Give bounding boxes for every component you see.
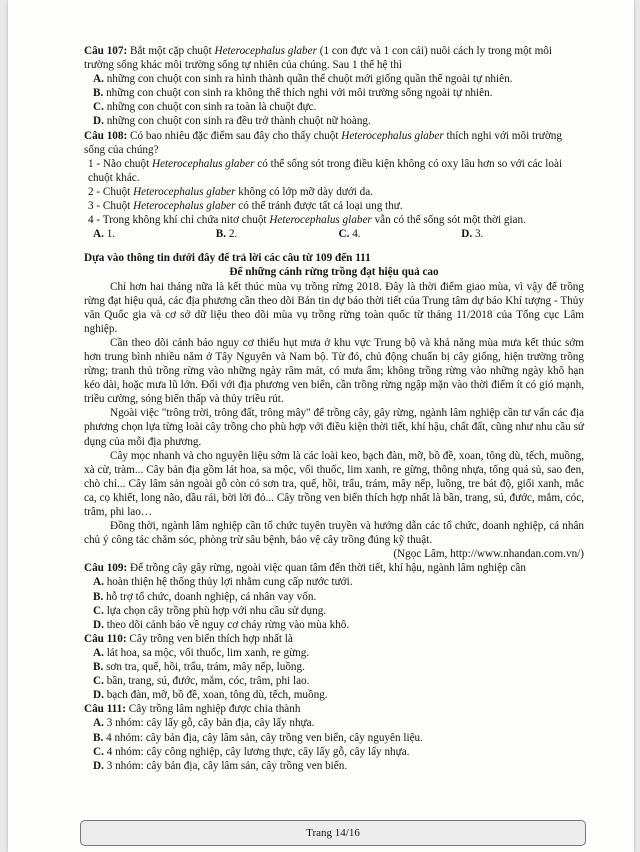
answer-option: B. những con chuột con sinh ra không thể thích nghi với môi trường sống ngoài tự nhiên. xyxy=(93,87,493,100)
answer-option: D. bạch đàn, mỡ, bồ đề, xoan, tông dù, tếch, muồng. xyxy=(93,689,328,702)
question-stem: (1 con đực và 1 con cái) nuôi cách ly trong một môi trường sống khác môi trường sống tự nhiên của chúng. Sau 1 thế hệ thì xyxy=(84,45,552,72)
exam-page xyxy=(8,0,634,852)
answer-option: D. 3 nhóm: cây bản địa, cây lâm sản, cây trồng ven biển. xyxy=(93,759,348,772)
article-paragraph: Cây mọc nhanh và cho nguyên liệu sớm là các loài keo, bạch đàn, mỡ, bồ đề, xoan, tông dù, tếch, muồng, xà cừ, tràm... Cây bản địa gồm lát hoa, sa mộc, vối thuốc, lim xanh, re gừng, thông nhựa, tống quá sủ, sao đen, chò chỉ... Cây lâm sản ngoài gỗ còn có sơn tra, quế, hồi, trẩu, trám, mây nếp, luồng, tre bát độ, giổi xanh, mắc ca, cọ khiết, long não, dầu rái, bời lời đỏ... Cây trồng ven biển thích hợp nhất là bần, trang, sú, đước, mắm, cóc, trâm, phi lao… xyxy=(84,449,584,518)
question-stem: Bắt một cặp chuột xyxy=(127,45,215,57)
answer-option: D. theo dõi cảnh báo về nguy cơ cháy rừng vào mùa khô. xyxy=(93,618,350,631)
answer-option: C. 4 nhóm: cây công nghiệp, cây lương thực, cây lấy gỗ, cây lấy nhựa. xyxy=(93,745,410,758)
answer-option: A. lát hoa, sa mộc, vối thuốc, lim xanh, re gừng. xyxy=(93,646,310,659)
question-110: Câu 110: Cây trồng ven biển thích hợp nhất là xyxy=(84,632,293,645)
statement-3: 3 - Chuột Heterocephalus glaber có thể tránh được tất cả loại ung thư. xyxy=(88,200,403,213)
answer-option: A. 3 nhóm: cây lấy gỗ, cây bản địa, cây lấy nhựa. xyxy=(93,717,315,730)
answer-option: B. 2. xyxy=(215,228,238,241)
article-title: Để những cánh rừng trồng đạt hiệu quả cao xyxy=(229,266,439,279)
answer-option: C. bần, trang, sú, đước, mắm, cóc, trâm, phi lao. xyxy=(93,675,310,688)
answer-row xyxy=(84,227,584,241)
question-number: Câu 107: xyxy=(84,45,128,57)
question-109: Câu 109: Để trồng cây gây rừng, ngoài việc quan tâm đến thời tiết, khí hậu, ngành lâm nghiệp cần xyxy=(84,562,526,575)
question-107 xyxy=(84,44,584,72)
statement-1: 1 - Não chuột Heterocephalus glaber có thể sống sót trong điều kiện không có oxy lâu hơn so với các loài chuột khác. xyxy=(88,157,563,184)
answer-option: A. 1. xyxy=(93,228,116,241)
article-paragraph: Đồng thời, ngành lâm nghiệp cần tổ chức tuyên truyền và hướng dẫn các tổ chức, doanh nghiệp, cá nhân chủ ý công tác chăm sóc, phòng trừ sâu bệnh, bảo vệ cây trồng đúng kỹ thuật. xyxy=(84,520,584,547)
question-number: Câu 109: xyxy=(84,562,128,575)
page-footer xyxy=(80,820,586,846)
question-108: Câu 108: Có bao nhiêu đặc điểm sau đây cho thấy chuột Heterocephalus glaber thích nghi với môi trường sống của chúng? xyxy=(84,129,562,156)
answer-option: C. lựa chọn cây trồng phù hợp với nhu cầu sử dụng. xyxy=(93,604,327,617)
question-111: Câu 111: Cây trồng lâm nghiệp được chia thành xyxy=(84,703,301,716)
answer-option: A. hoàn thiện hệ thống thủy lợi nhằm cung cấp nước tưới. xyxy=(93,576,353,589)
answer-option: B. hỗ trợ tổ chức, doanh nghiệp, cá nhân vay vốn. xyxy=(93,590,317,603)
statement-4: 4 - Trong không khí chỉ chứa nitơ chuột Heterocephalus glaber vẫn có thể sống sót một thời gian. xyxy=(88,214,526,227)
section-title: Dựa vào thông tin dưới đây để trả lời các câu từ 109 đến 111 xyxy=(84,252,371,265)
page-content xyxy=(84,44,584,773)
question-number: Câu 111: xyxy=(84,703,126,716)
question-number: Câu 108: xyxy=(84,129,128,142)
answer-option: A. những con chuột con sinh ra hình thành quần thể chuột mới giống quần thể ngoài tự nhiên. xyxy=(93,73,513,86)
article-paragraph: Cần theo dõi cảnh báo nguy cơ thiếu hụt mưa ở khu vực Trung bộ và khả năng mùa mưa kết thúc sớm hơn trung bình nhiều năm ở Tây Nguyên và Nam bộ. Từ đó, chủ động chuẩn bị cây giống, hiện trường trồng rừng; tranh thủ trồng rừng vào những ngày râm mát, có mưa ẩm; không trồng rừng vào những ngày khô hạn kéo dài, hoặc mưa lũ lớn. Đối với địa phương ven biển, cần trồng rừng ngập mặn vào thời điểm ít có gió mạnh, triều cường, sóng biển thấp và thủy triều rút. xyxy=(84,336,584,406)
answer-option: C. những con chuột con sinh ra toàn là chuột đực. xyxy=(93,101,317,114)
page-number: Trang 14/16 xyxy=(306,827,360,839)
statement-2: 2 - Chuột Heterocephalus glaber không có lớp mỡ dày dưới da. xyxy=(88,185,374,198)
question-number: Câu 110: xyxy=(84,632,127,645)
answer-option: D. 3. xyxy=(461,228,484,241)
answer-option: B. 4 nhóm: cây bản địa, cây lâm sản, cây trồng ven biển, cây nguyên liệu. xyxy=(93,731,423,744)
article-paragraph: Ngoài việc "trông trời, trông đất, trông mây" để trồng cây, gây rừng, ngành lâm nghiệp cần tư vấn các địa phương chọn lựa từng loài cây trồng cho phù hợp với điều kiện thời tiết, khí hậu, chất đất, cũng như nhu cầu sử dụng của mỗi địa phương. xyxy=(84,407,584,448)
answer-option: B. sơn tra, quế, hồi, trẩu, trám, mây nếp, luồng. xyxy=(93,661,305,674)
article-paragraph: Chỉ hơn hai tháng nữa là kết thúc mùa vụ trồng rừng 2018. Đây là thời điểm giao mùa, vì vậy để trồng rừng đạt hiệu quả, các địa phương cần theo dõi Bản tin dự báo thời tiết của Trung tâm dự báo Khí tượng - Thủy văn Quốc gia và cơ sở dữ liệu theo dõi mùa vụ trồng rừng toàn quốc từ tháng 11/2018 của Tổng cục Lâm nghiệp. xyxy=(84,280,584,335)
species-name: Heterocephalus glaber xyxy=(341,129,444,142)
species-name: Heterocephalus glaber xyxy=(214,45,317,57)
article-source: (Ngọc Lâm, http://www.nhandan.com.vn/) xyxy=(393,548,584,561)
answer-option: C. 4. xyxy=(338,228,361,241)
answer-option: D. những con chuột con sinh ra đều trở thành chuột nữ hoàng. xyxy=(93,115,371,128)
